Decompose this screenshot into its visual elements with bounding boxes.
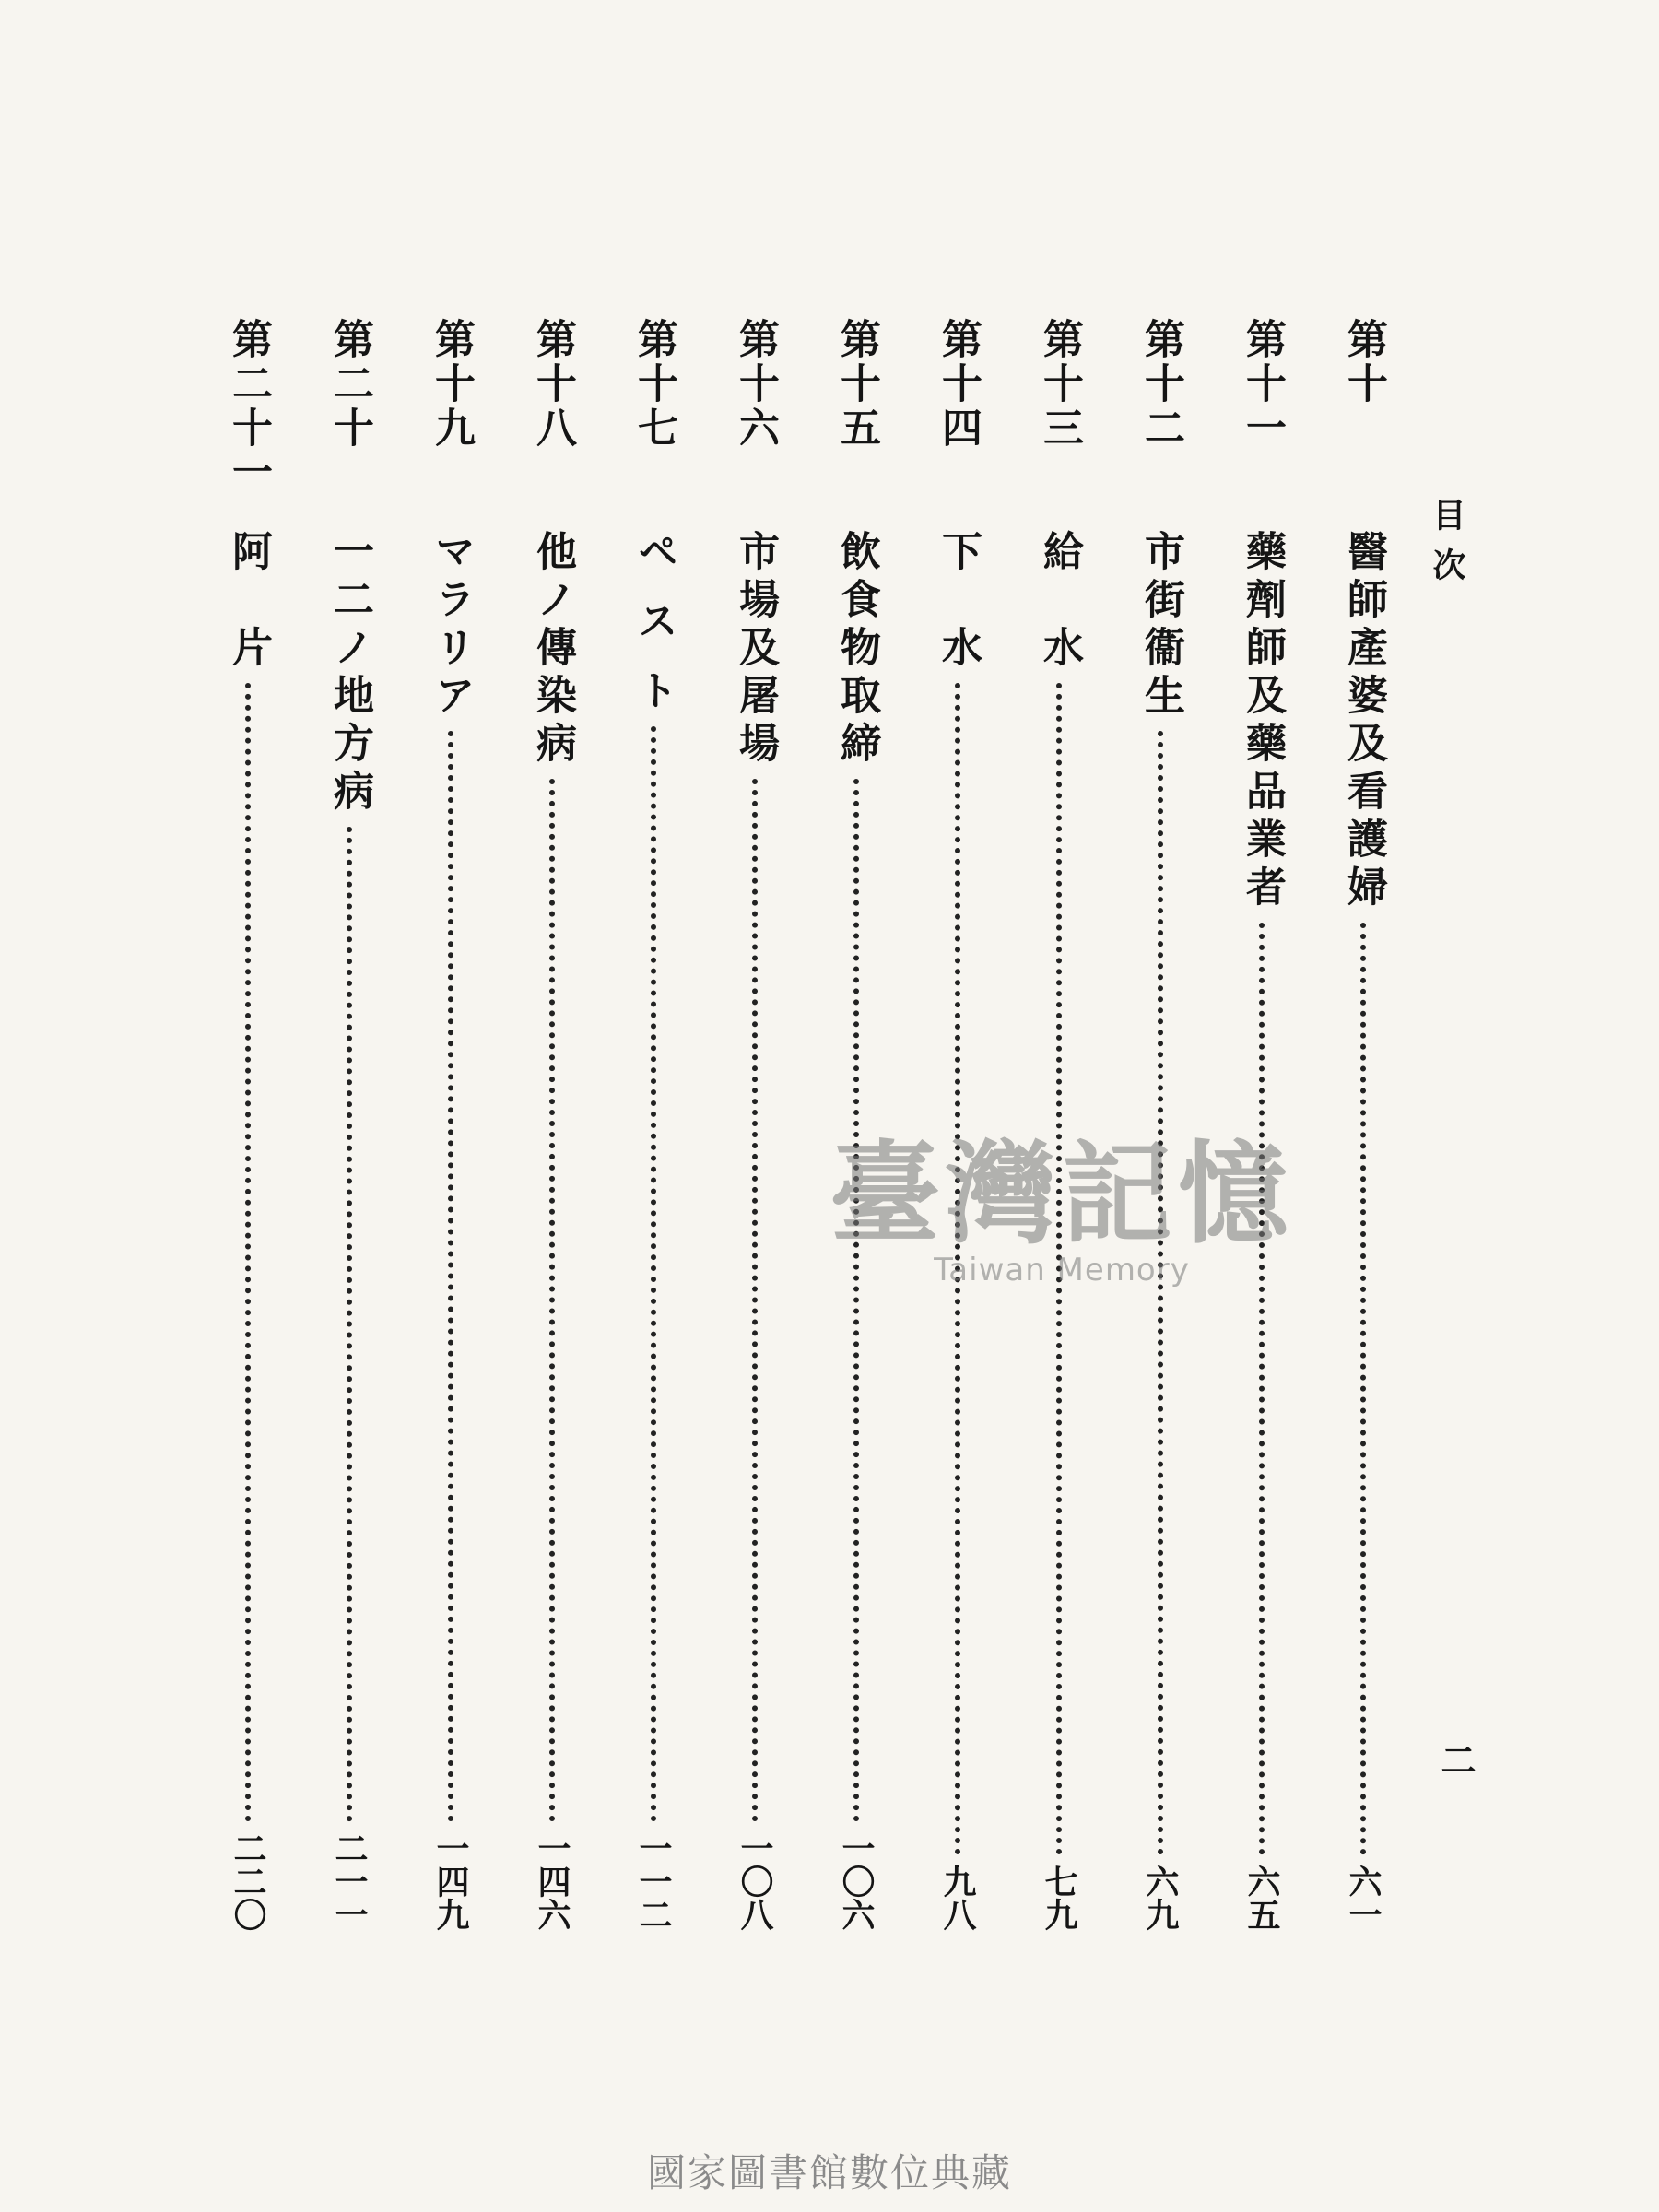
toc-title: 一二ノ地方病 — [326, 530, 373, 818]
dot-leader — [651, 726, 656, 1822]
taiwan-memory-watermark — [830, 1106, 1294, 1288]
toc-chapter: 第十 — [1340, 318, 1387, 406]
dot-leader — [1259, 923, 1265, 1855]
dot-leader — [752, 779, 758, 1822]
toc-page-number: 六一 — [1344, 1865, 1382, 1931]
toc-chapter: 第十九 — [428, 318, 475, 451]
toc-chapter: 第十三 — [1036, 318, 1083, 451]
page-folio: 二 — [1435, 1742, 1477, 1777]
toc-title: マラリア — [428, 530, 475, 722]
toc-title: 醫師產婆及看護婦 — [1340, 530, 1387, 913]
toc-title: 藥劑師及藥品業者 — [1239, 530, 1286, 913]
toc-title: ペ ス ト — [630, 530, 677, 717]
toc-title: 阿 片 — [225, 530, 272, 674]
toc-entry — [323, 318, 376, 1931]
toc-chapter: 第十七 — [630, 318, 677, 451]
toc-entry — [221, 318, 275, 1931]
toc-page-number: 一〇八 — [735, 1831, 774, 1931]
dot-leader — [1360, 923, 1366, 1855]
toc-title: 飲食物取締 — [833, 530, 880, 770]
dot-leader — [1158, 731, 1163, 1855]
toc-page-number: 九八 — [938, 1865, 977, 1931]
toc-page-number: 一四六 — [533, 1831, 571, 1931]
dot-leader — [549, 779, 555, 1822]
library-collection-mark: 國家圖書館數位典藏 — [646, 2150, 1012, 2195]
toc-page-number: 六五 — [1242, 1865, 1281, 1931]
toc-chapter: 第十一 — [1239, 318, 1286, 451]
toc-title: 下 水 — [935, 530, 982, 674]
toc-title: 市場及屠場 — [732, 530, 779, 770]
watermark-english-text: Taiwan Memory — [934, 1252, 1190, 1288]
toc-chapter: 第十八 — [529, 318, 576, 451]
toc-title: 他ノ傳染病 — [529, 530, 576, 770]
toc-page-number: 一一二 — [634, 1831, 673, 1931]
toc-entry — [424, 318, 477, 1931]
toc-entry — [627, 318, 680, 1931]
dot-leader — [347, 827, 352, 1822]
dot-leader — [448, 731, 453, 1822]
toc-page-number: 二二〇 — [229, 1831, 267, 1931]
toc-page-number: 一四九 — [431, 1831, 470, 1931]
toc-title: 給 水 — [1036, 530, 1083, 674]
toc-page-number: 六九 — [1141, 1865, 1180, 1931]
toc-chapter: 第十四 — [935, 318, 982, 451]
toc-page-number: 七九 — [1040, 1865, 1078, 1931]
toc-chapter: 第十二 — [1137, 318, 1184, 451]
toc-chapter: 第十六 — [732, 318, 779, 451]
running-head: 目次 — [1428, 498, 1466, 597]
toc-title: 市街衞生 — [1137, 530, 1184, 722]
toc-page-number: 二一一 — [330, 1831, 369, 1931]
toc-chapter: 第二十一 — [225, 318, 272, 495]
watermark-chinese-text: 臺灣記憶 — [830, 1129, 1294, 1259]
toc-entry — [1336, 318, 1390, 1931]
toc-entry — [525, 318, 579, 1931]
toc-chapter: 第二十 — [326, 318, 373, 451]
dot-leader — [853, 779, 859, 1822]
toc-page-number: 一〇六 — [837, 1831, 876, 1931]
toc-chapter: 第十五 — [833, 318, 880, 451]
toc-entry — [728, 318, 782, 1931]
dot-leader — [245, 683, 251, 1822]
